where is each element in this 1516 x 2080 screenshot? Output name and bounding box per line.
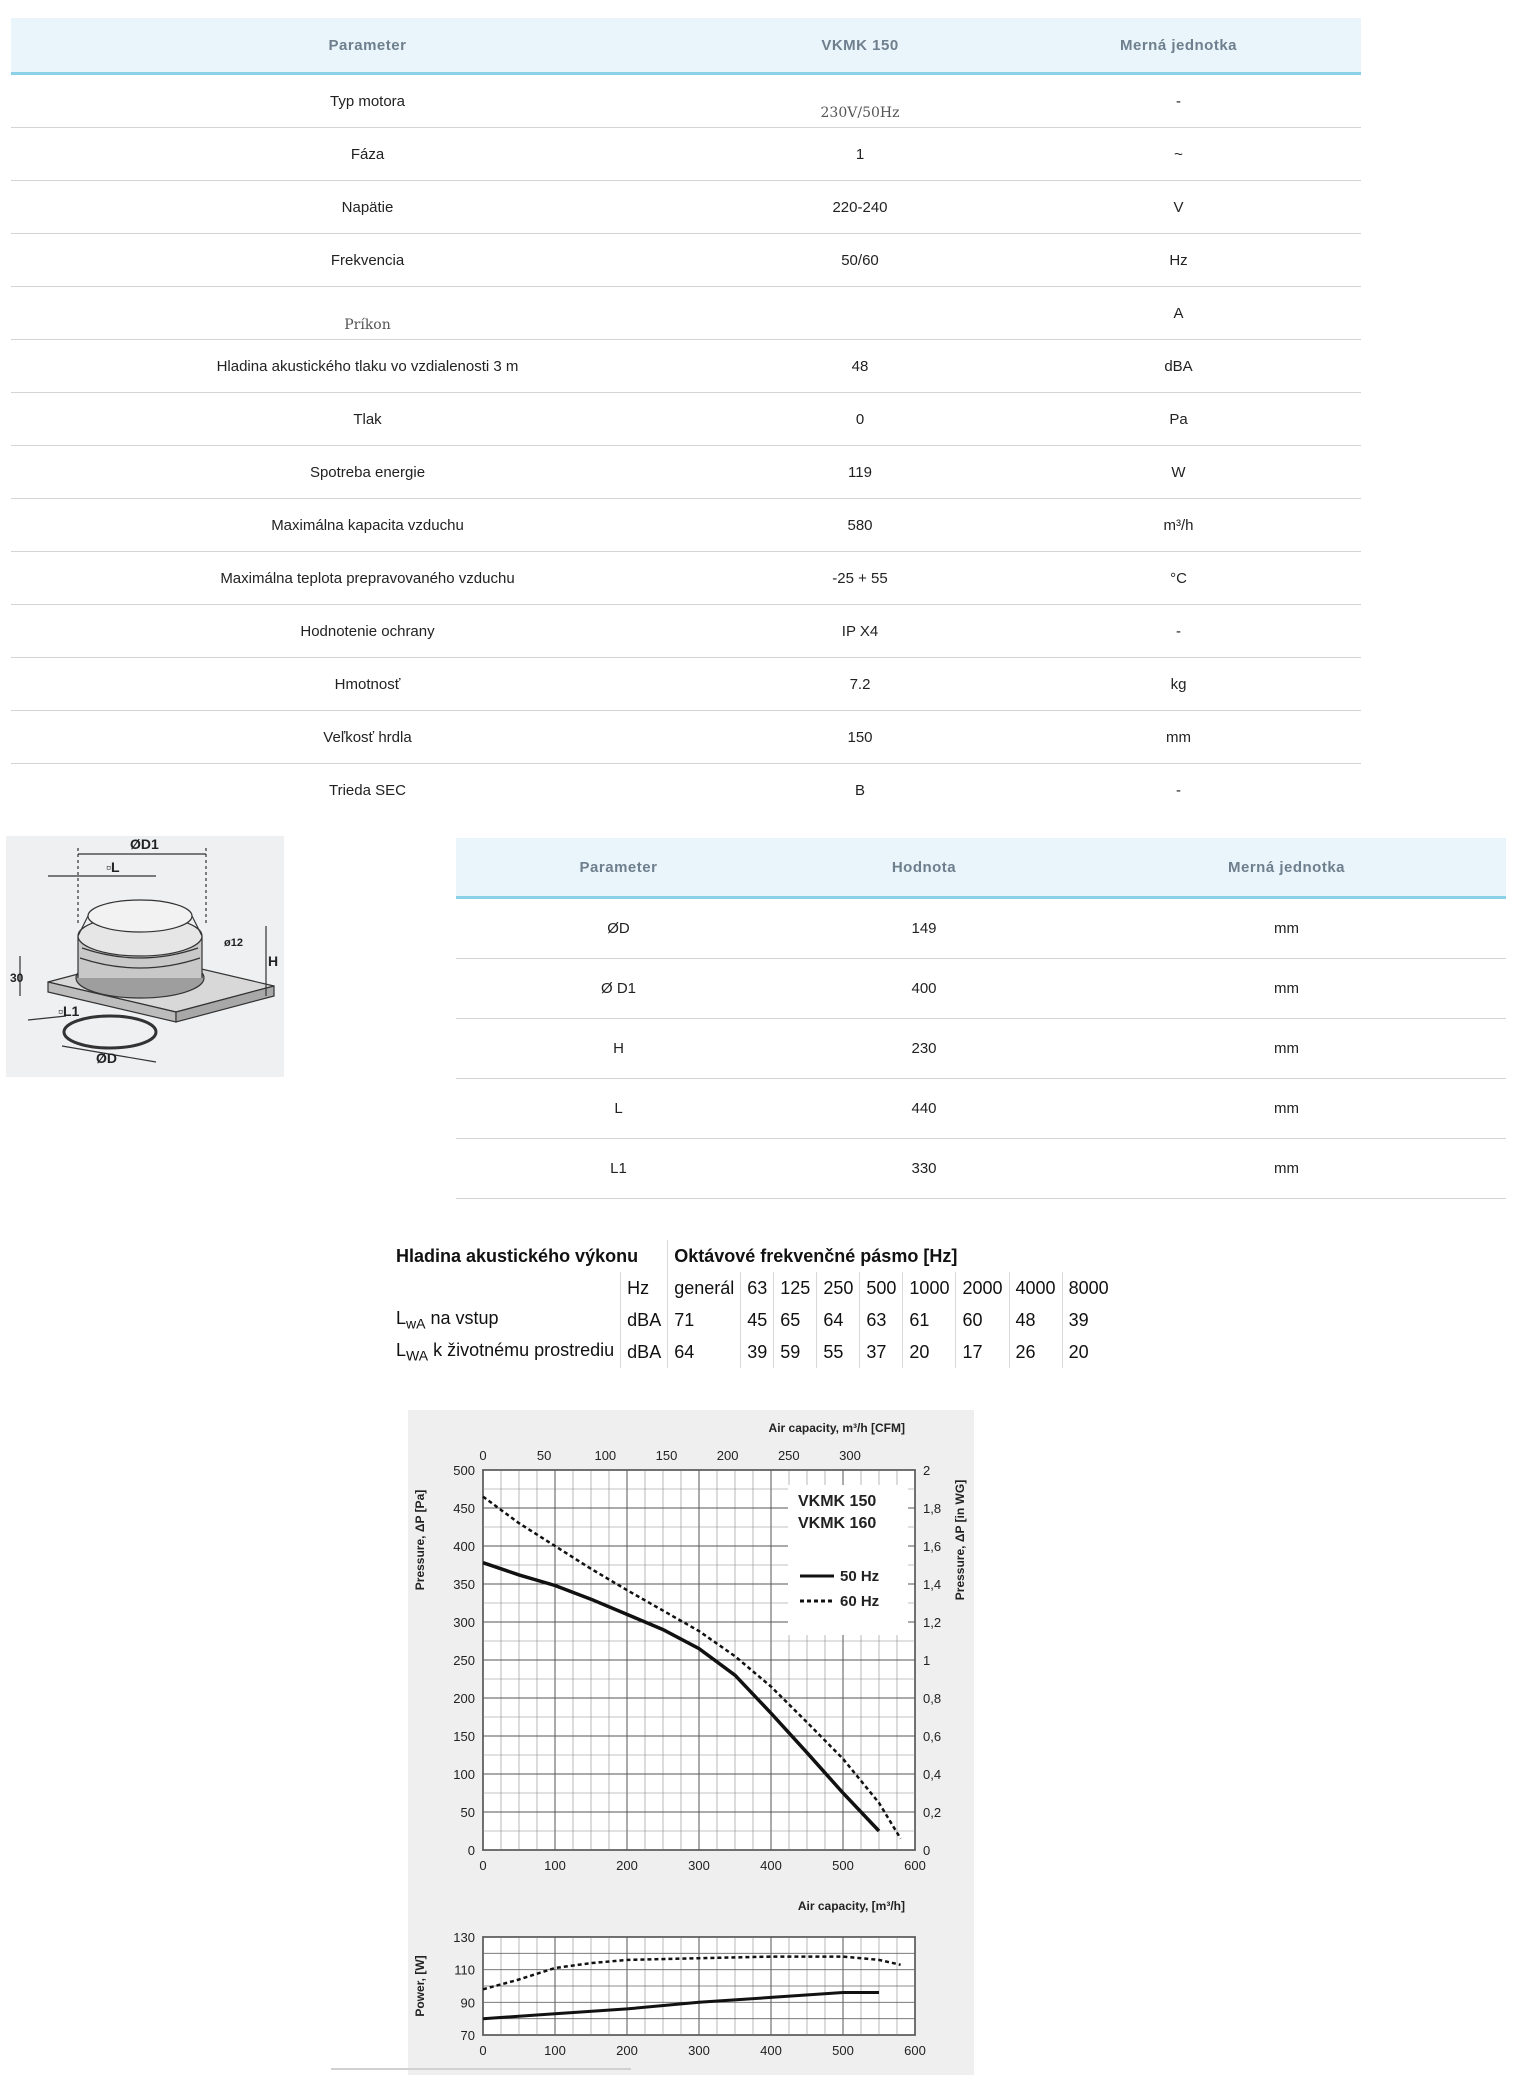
y2-axis-label: Pressure, ΔP [in WG]	[953, 1479, 967, 1601]
band-header: generál	[668, 1272, 741, 1304]
x-tick-label: 300	[688, 2043, 710, 2058]
y-tick-label: 450	[453, 1501, 475, 1516]
table-row	[11, 446, 1361, 499]
legend-label-50hz: 50 Hz	[840, 1568, 880, 1585]
acoustic-power-table	[390, 1240, 1115, 1368]
y-tick-label: 150	[453, 1729, 475, 1744]
band-header: 250	[817, 1272, 860, 1304]
table-row	[11, 181, 1361, 234]
param-cell: H	[613, 1040, 624, 1057]
spec-table-header	[11, 18, 1361, 75]
band-header: 63	[741, 1272, 774, 1304]
unit-cell: mm	[1274, 1160, 1299, 1177]
table-row	[456, 899, 1506, 959]
param-cell: ØD	[607, 920, 630, 937]
table-row	[11, 499, 1361, 552]
value-cell: 1	[855, 145, 865, 163]
top-tick-label: 150	[655, 1448, 678, 1463]
top-tick-label: 200	[716, 1448, 739, 1463]
param-cell: Typ motora	[329, 92, 406, 110]
unit-cell: mm	[1274, 920, 1299, 937]
band-header: 8000	[1068, 1277, 1109, 1298]
legend-model: VKMK 160	[798, 1515, 877, 1532]
value-cell: 63	[860, 1304, 903, 1336]
top-axis-label: Air capacity, m³/h [CFM]	[768, 1421, 905, 1435]
value-cell: B	[854, 781, 865, 799]
y2-tick-label: 0,8	[923, 1691, 942, 1706]
value-cell: 150	[847, 728, 873, 746]
x-tick-label: 600	[904, 1858, 926, 1873]
band-title: Oktávové frekvenčné pásmo [Hz]	[674, 1245, 958, 1266]
param-cell: Tlak	[353, 410, 382, 428]
value-cell: 330	[911, 1160, 937, 1177]
param-cell: Ø D1	[600, 980, 636, 997]
table-row	[11, 711, 1361, 764]
row-label: $L_{WA}$ k životnému prostrediu	[390, 1336, 621, 1368]
unit-cell: V	[1173, 198, 1184, 216]
x-tick-label: 100	[544, 2043, 566, 2058]
x-tick-label: 0	[479, 2043, 487, 2058]
param-cell: Hodnotenie ochrany	[300, 622, 435, 640]
table-row	[11, 658, 1361, 711]
legend-label-60hz: 60 Hz	[840, 1593, 880, 1610]
unit-cell: ~	[1174, 145, 1183, 163]
param-cell: L	[614, 1100, 623, 1117]
value-cell: 60	[956, 1304, 1009, 1336]
value-cell: IP X4	[841, 622, 879, 640]
y2-tick-label: 1	[923, 1653, 931, 1668]
value-cell: -25 + 55	[832, 569, 888, 587]
unit-cell: Hz	[1169, 251, 1188, 269]
value-cell: 0	[855, 410, 865, 428]
value-cell: 48	[1009, 1304, 1062, 1336]
y2-tick-label: 1,4	[923, 1577, 942, 1592]
label-d12: ø12	[224, 937, 243, 949]
unit-cell: kg	[1170, 675, 1187, 693]
value-cell: 50/60	[841, 251, 879, 269]
label-l1: ▫L1	[58, 1003, 80, 1019]
y-tick-label: 130	[453, 1930, 475, 1945]
value-cell: 65	[774, 1304, 817, 1336]
x-tick-label: 400	[760, 2043, 782, 2058]
x-tick-label: 200	[616, 2043, 638, 2058]
x-tick-label: 500	[832, 1858, 854, 1873]
value-cell: 64	[668, 1336, 741, 1368]
param-cell: L1	[610, 1160, 627, 1177]
y2-tick-label: 1,6	[923, 1539, 942, 1554]
label-d1: ØD1	[130, 836, 159, 852]
value-cell: 17	[956, 1336, 1009, 1368]
y-tick-label: 300	[453, 1615, 475, 1630]
table-row	[11, 393, 1361, 446]
param-cell: Maximálna kapacita vzduchu	[271, 516, 464, 534]
x-tick-label: 200	[616, 1858, 638, 1873]
value-cell: 26	[1009, 1336, 1062, 1368]
dimensions-table-header	[456, 838, 1506, 899]
table-row	[390, 1304, 1115, 1336]
unit-cell: mm	[1274, 1100, 1299, 1117]
unit-cell: -	[1176, 622, 1181, 640]
value-cell: 7.2	[849, 675, 871, 693]
value-cell: 230V/50Hz	[820, 105, 900, 121]
legend-model: VKMK 150	[798, 1493, 877, 1510]
y2-tick-label: 1,8	[923, 1501, 942, 1516]
label-d: ØD	[96, 1050, 117, 1066]
header-parameter: Parameter	[328, 36, 407, 54]
value-cell: 149	[911, 920, 937, 937]
value-cell: 59	[774, 1336, 817, 1368]
y2-tick-label: 2	[923, 1463, 931, 1478]
y-tick-label: 100	[453, 1767, 475, 1782]
value-cell: 20	[1068, 1341, 1089, 1362]
y-tick-label: 500	[453, 1463, 475, 1478]
band-header: 4000	[1009, 1272, 1062, 1304]
top-tick-label: 50	[536, 1448, 552, 1463]
y-tick-label: 350	[453, 1577, 475, 1592]
chart-svg	[408, 1410, 974, 2075]
unit-cell: -	[1176, 92, 1181, 110]
row-label: $L_{wA}$ na vstup	[390, 1304, 621, 1336]
hz-label: Hz	[621, 1272, 668, 1304]
top-tick-label: 300	[839, 1448, 861, 1463]
param-cell: Trieda SEC	[329, 781, 406, 799]
fan-drawing-svg	[6, 836, 284, 1077]
table-row	[11, 128, 1361, 181]
param-cell: Maximálna teplota prepravovaného vzduchu	[220, 569, 515, 587]
unit-cell: mm	[1166, 728, 1191, 746]
header-value: Hodnota	[891, 858, 957, 876]
param-cell: Veľkosť hrdla	[323, 728, 412, 746]
unit-cell: mm	[1274, 980, 1299, 997]
table-row	[11, 287, 1361, 340]
header-model: VKMK 150	[821, 36, 899, 54]
y-axis-label: Pressure, ΔP [Pa]	[413, 1489, 427, 1591]
y2-tick-label: 0,4	[923, 1767, 942, 1782]
band-header: 2000	[956, 1272, 1009, 1304]
table-row	[11, 552, 1361, 605]
y-tick-label: 200	[453, 1691, 475, 1706]
table-row	[11, 234, 1361, 287]
param-cell: Fáza	[350, 145, 385, 163]
y2-tick-label: 0,6	[923, 1729, 942, 1744]
band-header: 1000	[903, 1272, 956, 1304]
spec-table	[11, 18, 1361, 816]
y-tick-label: 90	[460, 1995, 475, 2011]
value-cell: 440	[911, 1100, 937, 1117]
param-cell: Frekvencia	[330, 251, 405, 269]
value-cell: 71	[668, 1304, 741, 1336]
x-tick-label: 0	[479, 1858, 487, 1873]
y2-tick-label: 1,2	[923, 1615, 942, 1630]
band-header: 500	[860, 1272, 903, 1304]
x-tick-label: 500	[832, 2043, 854, 2058]
table-row	[11, 75, 1361, 128]
header-parameter: Parameter	[579, 858, 658, 876]
y-tick-label: 110	[454, 1962, 475, 1978]
value-cell: 400	[911, 980, 937, 997]
table-row	[11, 340, 1361, 393]
y2-tick-label: 0,2	[923, 1805, 942, 1820]
unit-cell: °C	[1170, 569, 1187, 587]
table-row	[11, 605, 1361, 658]
label-30: 30	[10, 971, 24, 985]
table-row	[456, 1019, 1506, 1079]
table-row	[390, 1336, 1115, 1368]
param-cell: Hmotnosť	[334, 675, 401, 693]
dimensions-table	[456, 838, 1506, 1199]
unit-cell: dBA	[1164, 357, 1193, 375]
table-row	[456, 1139, 1506, 1199]
value-cell: 119	[848, 463, 872, 481]
param-cell: Napätie	[341, 198, 394, 216]
acoustic-title: Hladina akustického výkonu	[390, 1240, 668, 1272]
x-axis-label: Air capacity, [m³/h]	[797, 1899, 905, 1913]
value-cell: 64	[817, 1304, 860, 1336]
table-row	[456, 959, 1506, 1019]
header-unit: Merná jednotka	[1227, 858, 1346, 876]
header-unit: Merná jednotka	[1119, 36, 1238, 54]
divider	[331, 2068, 631, 2070]
table-row	[456, 1079, 1506, 1139]
unit-cell: dBA	[621, 1336, 668, 1368]
unit-cell: -	[1176, 781, 1181, 799]
value-cell: 20	[903, 1336, 956, 1368]
x-tick-label: 400	[760, 1858, 782, 1873]
unit-cell: Pa	[1169, 410, 1188, 428]
x-tick-label: 600	[904, 2043, 926, 2058]
value-cell: 580	[847, 516, 873, 534]
value-cell: 48	[851, 357, 869, 375]
value-cell: 220-240	[832, 198, 888, 216]
performance-charts	[408, 1410, 974, 2075]
label-h: H	[268, 953, 279, 969]
x-tick-label: 300	[688, 1858, 710, 1873]
value-cell: 45	[741, 1304, 774, 1336]
unit-cell: mm	[1274, 1040, 1299, 1057]
y-tick-label: 50	[460, 1805, 475, 1820]
top-tick-label: 250	[777, 1448, 800, 1463]
label-l: ▫L	[106, 859, 120, 875]
top-tick-label: 100	[594, 1448, 617, 1463]
param-cell: Príkon	[344, 317, 391, 333]
x-tick-label: 100	[544, 1858, 566, 1873]
unit-cell: dBA	[621, 1304, 668, 1336]
value-cell: 61	[903, 1304, 956, 1336]
table-row	[11, 764, 1361, 816]
param-cell: Hladina akustického tlaku vo vzdialenosti 3 m	[216, 357, 519, 375]
unit-cell: W	[1171, 463, 1186, 481]
y-axis-label: Power, [W]	[413, 1955, 427, 2017]
unit-cell: A	[1173, 304, 1184, 322]
y2-tick-label: 0	[923, 1843, 931, 1858]
param-cell: Spotreba energie	[309, 463, 426, 481]
fan-dimension-drawing	[6, 836, 284, 1077]
value-cell: 39	[741, 1336, 774, 1368]
unit-cell: m³/h	[1163, 516, 1194, 534]
y-tick-label: 70	[460, 2028, 475, 2043]
value-cell: 55	[817, 1336, 860, 1368]
value-cell: 230	[911, 1040, 937, 1057]
y-tick-label: 0	[467, 1843, 475, 1858]
value-cell: 39	[1068, 1309, 1089, 1330]
band-header: 125	[774, 1272, 817, 1304]
y-tick-label: 400	[453, 1539, 475, 1554]
top-tick-label: 0	[479, 1448, 487, 1463]
value-cell: 37	[860, 1336, 903, 1368]
y-tick-label: 250	[453, 1653, 475, 1668]
